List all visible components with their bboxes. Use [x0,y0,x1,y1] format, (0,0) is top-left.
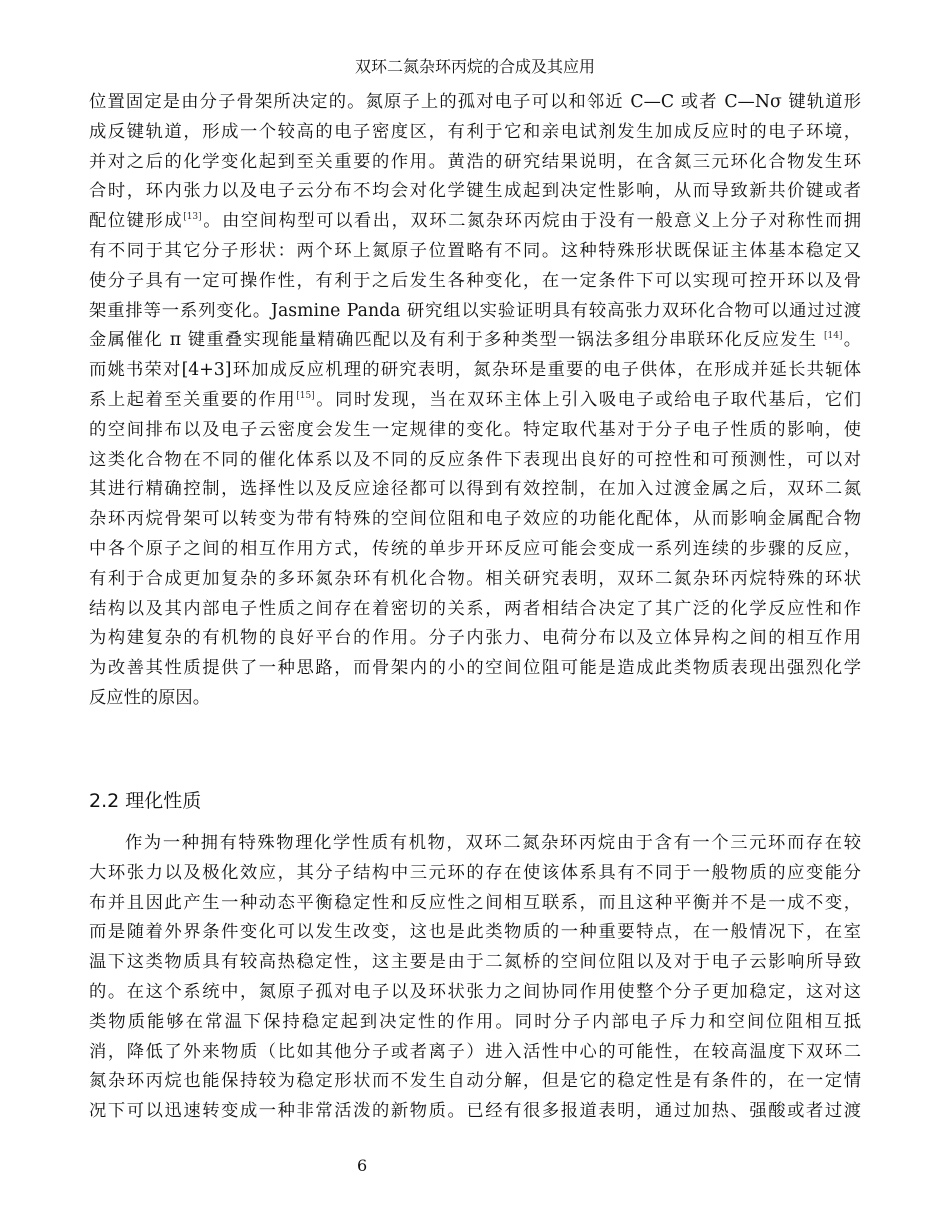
text-line: 这类化合物在不同的催化体系以及不同的反应条件下表现出良好的可控性和可预测性，可以对 [89,449,861,470]
text-line [89,386,861,416]
text-line: 成反键轨道，形成一个较高的电子密度区，有利于它和亲电试剂发生加成反应时的电子环境， [89,121,861,142]
text-line: 杂环丙烷骨架可以转变为带有特殊的空间位阻和电子效应的功能化配体，从而影响金属配合物 [89,509,861,530]
text-line: 位置固定是由分子骨架所决定的。氮原子上的孤对电子可以和邻近 C—C 或者 C—Nσ 键轨道形 [89,92,861,112]
text-line: 消，降低了外来物质（比如其他分子或者离子）进入活性中心的可能性，在较高温度下双环二 [89,1041,861,1062]
text-line: 作为一种拥有特殊物理化学性质有机物，双环二氮杂环丙烷由于含有一个三元环而存在较 [125,833,861,853]
page-number: 6 [357,1156,368,1175]
text-run: 。 [842,330,861,351]
text-line: 有利于合成更加复杂的多环氮杂环有机化合物。相关研究表明，双环二氮杂环丙烷特殊的环状 [89,568,861,589]
text-line: 中各个原子之间的相互作用方式，传统的单步开环反应可能会变成一系列连续的步骤的反应， [89,538,861,559]
text-line: 其进行精确控制，选择性以及反应途径都可以得到有效控制，在加入过渡金属之后，双环二氮 [89,479,861,500]
text-run: 。由空间构型可以看出，双环二氮杂环丙烷由于没有一般意义上分子对称性而拥 [201,211,861,232]
text-run: 系上起着至关重要的作用 [89,389,297,410]
text-line: 的。在这个系统中，氮原子孤对电子以及环状张力之间协同作用使整个分子更加稳定，这对这 [89,981,861,1002]
text-line: 而姚书荣对[4+3]环加成反应机理的研究表明，氮杂环是重要的电子供体，在形成并延长共轭体 [89,360,861,381]
text-line: 并对之后的化学变化起到至关重要的作用。黄浩的研究结果说明，在含氮三元环化合物发生环 [89,151,861,172]
text-line: 大环张力以及极化效应，其分子结构中三元环的存在使该体系具有不同于一般物质的应变能分 [89,862,861,883]
text-run: 。同时发现，当在双环主体上引入吸电子或给电子取代基后，它们 [314,389,861,410]
text-line: 布并且因此产生一种动态平衡稳定性和反应性之间相互联系，而且这种平衡并不是一成不变， [89,892,861,913]
text-run: 金属催化 π 键重叠实现能量精确匹配以及有利于多种类型一锅法多组分串联环化反应发生 [89,330,818,351]
text-line: 有不同于其它分子形状：两个环上氮原子位置略有不同。这种特殊形状既保证主体基本稳定又 [89,240,861,261]
text-line: 为改善其性质提供了一种思路，而骨架内的小的空间位阻可能是造成此类物质表现出强烈化学 [89,658,861,679]
citation-ref[interactable]: [14] [823,331,843,342]
text-line: 使分子具有一定可操作性，有利于之后发生各种变化，在一定条件下可以实现可控开环以及骨 [89,270,861,291]
text-line: 反应性的原因。 [89,687,210,708]
text-line: 结构以及其内部电子性质之间存在着密切的关系，两者相结合决定了其广泛的化学反应性和作 [89,598,861,619]
running-header: 双环二氮杂环丙烷的合成及其应用 [354,57,595,76]
text-line [89,326,861,356]
text-line: 架重排等一系列变化。Jasmine Panda 研究组以实验证明具有较高张力双环化合物可以通过过渡 [89,300,861,321]
text-line: 合时，环内张力以及电子云分布不均会对化学键生成起到决定性影响，从而导致新共价键或者 [89,181,861,202]
section-heading: 2.2 理化性质 [89,790,202,812]
text-line: 而是随着外界条件变化可以发生改变，这也是此类物质的一种重要特点，在一般情况下，在室 [89,922,861,943]
text-line: 为构建复杂的有机物的良好平台的作用。分子内张力、电荷分布以及立体异构之间的相互作用 [89,628,861,649]
citation-ref[interactable]: [15] [296,390,315,401]
text-run: 配位键形成 [89,211,184,232]
text-line: 温下这类物质具有较高热稳定性，这主要是由于二氮桥的空间位阻以及对于电子云影响所导致 [89,952,861,973]
text-line: 的空间排布以及电子云密度会发生一定规律的变化。特定取代基对于分子电子性质的影响，使 [89,419,861,440]
citation-ref[interactable]: [13] [183,212,202,223]
paragraph-physical-structure [89,88,861,714]
text-line [89,207,861,237]
text-line: 类物质能够在常温下保持稳定起到决定性的作用。同时分子内部电子斥力和空间位阻相互抵 [89,1011,861,1032]
text-line: 况下可以迅速转变成一种非常活泼的新物质。已经有很多报道表明，通过加热、强酸或者过渡 [89,1101,861,1122]
paragraph-physicochemical-properties [89,829,861,1127]
text-line: 氮杂环丙烷也能保持较为稳定形状而不发生自动分解，但是它的稳定性是有条件的，在一定情 [89,1071,861,1092]
